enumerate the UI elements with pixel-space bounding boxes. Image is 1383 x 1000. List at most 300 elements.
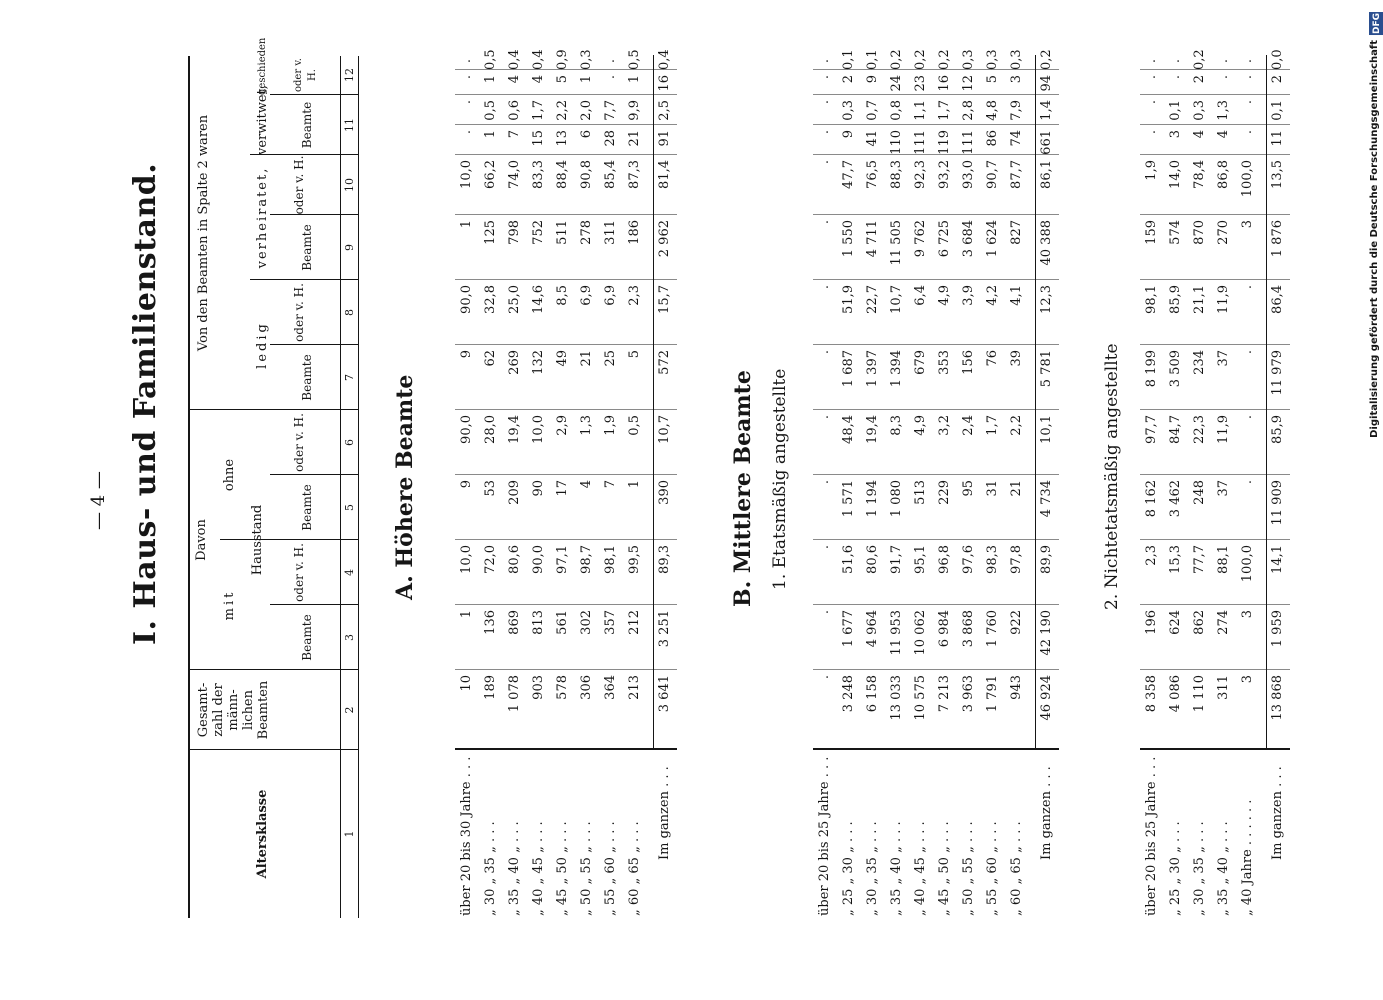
table-cell: 98,7 (579, 545, 594, 574)
table-cell: 80,6 (507, 545, 522, 574)
table-cell: 0,4 (507, 49, 522, 70)
row-label: „ 30 „ 35 „ . . . (1192, 821, 1207, 916)
table-cell: 8 162 (1144, 480, 1159, 518)
table-cell: 306 (579, 675, 594, 700)
table-cell: 97,6 (961, 545, 976, 574)
table-cell: 561 (555, 610, 570, 635)
table-cell: 11 909 (1270, 480, 1285, 526)
section-b1-heading: 1. Etatsmäßig angestellte (770, 368, 790, 590)
table-cell: . (1240, 480, 1255, 485)
header-oder-vh: oder v. H. (292, 413, 306, 472)
table-cell: 278 (579, 220, 594, 245)
table-cell: 578 (555, 675, 570, 700)
table-cell: 8,3 (889, 415, 904, 436)
table-cell: 0,1 (865, 49, 880, 70)
table-cell: 353 (937, 350, 952, 375)
table-cell: 2,2 (555, 100, 570, 121)
table-cell: . (1240, 100, 1255, 105)
table-cell: . (1168, 75, 1183, 80)
table-cell: 2,3 (1144, 545, 1159, 566)
table-cell: 270 (1216, 220, 1231, 245)
table-cell: 46 924 (1039, 675, 1054, 721)
table-cell: 4 (1216, 130, 1231, 139)
header-divider (190, 749, 358, 750)
table-cell: 357 (603, 610, 618, 635)
table-cell: 10 (459, 675, 474, 692)
colnum: 2 (343, 706, 356, 714)
table-cell: 10 062 (913, 610, 928, 656)
table-cell: 3,2 (937, 415, 952, 436)
table-cell: 311 (1216, 675, 1231, 700)
table-cell: 6 984 (937, 610, 952, 648)
table-cell: . (1240, 350, 1255, 355)
table-cell: 1 687 (841, 350, 856, 388)
table-cell: 11 505 (889, 220, 904, 266)
table-cell: 72,0 (483, 545, 498, 574)
table-cell: 89,9 (1039, 545, 1054, 574)
table-cell: 84,7 (1168, 415, 1183, 444)
table-cell: 6,4 (913, 285, 928, 306)
page-number: — 4 — (88, 471, 109, 530)
table-cell: 8 199 (1144, 350, 1159, 388)
table-cell: 4 086 (1168, 675, 1183, 713)
table-cell: 87,3 (627, 160, 642, 189)
table-cell: 51,9 (841, 285, 856, 314)
table-cell: 4,9 (913, 415, 928, 436)
table-cell: 572 (657, 350, 672, 375)
table-cell: 1,1 (913, 100, 928, 121)
column-rule (1140, 214, 1290, 215)
table-cell: 90,7 (985, 160, 1000, 189)
table-cell: 21,1 (1192, 285, 1207, 314)
total-rule (1266, 55, 1267, 750)
table-cell: 86 (985, 130, 1000, 147)
table-cell: 22,7 (865, 285, 880, 314)
table-cell: 1 (483, 75, 498, 84)
row-label: „ 35 „ 40 „ . . . (1216, 821, 1231, 916)
table-cell: 9,9 (627, 100, 642, 121)
row-label: „ 50 „ 55 „ . . . (961, 821, 976, 916)
table-cell: 943 (1009, 675, 1024, 700)
table-cell: 156 (961, 350, 976, 375)
column-rule (1140, 539, 1290, 540)
colnum: 6 (343, 439, 356, 446)
table-cell: 1 194 (865, 480, 880, 518)
table-cell: 0,6 (507, 100, 522, 121)
table-cell: 78,4 (1192, 160, 1207, 189)
table-cell: 81,4 (657, 160, 672, 189)
table-cell: 87,7 (1009, 160, 1024, 189)
table-cell: 66,2 (483, 160, 498, 189)
table-cell: 10,0 (459, 545, 474, 574)
table-cell: 14,1 (1270, 545, 1285, 574)
table-cell: 274 (1216, 610, 1231, 635)
row-label: Im ganzen . . . (1039, 766, 1054, 860)
table-cell: 1 (579, 75, 594, 84)
table-cell: 9 (865, 75, 880, 84)
table-cell: 1,7 (985, 415, 1000, 436)
table-cell: 0,1 (1168, 100, 1183, 121)
page-title: I. Haus- und Familienstand. (128, 162, 163, 645)
dfg-badge: DFG (1369, 12, 1383, 35)
table-cell: 679 (913, 350, 928, 375)
table-cell: . (817, 59, 832, 64)
header-davon: Davon (194, 519, 209, 561)
table-cell: 100,0 (1240, 160, 1255, 198)
table-cell: 798 (507, 220, 522, 245)
table-cell: 2,5 (657, 100, 672, 121)
table-cell: 7 (603, 480, 618, 489)
table-cell: . (817, 415, 832, 420)
table-cell: 37 (1216, 350, 1231, 367)
table-cell: 159 (1144, 220, 1159, 245)
table-cell: 1 876 (1270, 220, 1285, 258)
table-cell: 4 711 (865, 220, 880, 258)
column-rule (1140, 69, 1290, 70)
table-cell: 574 (1168, 220, 1183, 245)
table-cell: 0,1 (841, 49, 856, 70)
table-cell: 13,5 (1270, 160, 1285, 189)
table-cell: 11,9 (1216, 285, 1231, 314)
total-rule (1035, 55, 1036, 750)
table-cell: 0,5 (627, 415, 642, 436)
table-cell: 0,5 (483, 49, 498, 70)
table-cell: 15 (531, 130, 546, 147)
row-label: „ 30 „ 35 „ . . . (865, 821, 880, 916)
table-cell: 132 (531, 350, 546, 375)
table-cell: 4 (531, 75, 546, 84)
dfg-credit: Digitalisierung gefördert durch die Deutsche Forschungsgemeinschaft (1369, 40, 1380, 438)
row-label: Im ganzen . . . (657, 766, 672, 860)
table-cell: 13 033 (889, 675, 904, 721)
table-cell: 5 (985, 75, 1000, 84)
table-cell: 4 734 (1039, 480, 1054, 518)
table-cell: 51,6 (841, 545, 856, 574)
table-cell: 3 251 (657, 610, 672, 648)
table-cell: 93,0 (961, 160, 976, 189)
header-top-rule (188, 56, 190, 918)
table-cell: 10,7 (889, 285, 904, 314)
table-cell: 10,7 (657, 415, 672, 444)
table-cell: 3 509 (1168, 350, 1183, 388)
table-cell: 0,0 (1270, 49, 1285, 70)
table-cell: . (1240, 75, 1255, 80)
table-cell: 0,5 (627, 49, 642, 70)
colnum: 7 (343, 374, 356, 381)
table-cell: 8,5 (555, 285, 570, 306)
table-cell: 1 078 (507, 675, 522, 713)
table-cell: 19,4 (865, 415, 880, 444)
column-rule (1140, 279, 1290, 280)
table-cell: 9 762 (913, 220, 928, 258)
table-cell: 12,3 (1039, 285, 1054, 314)
row-label: über 20 bis 25 Jahre . . . (817, 756, 832, 916)
header-geschieden: geschieden (257, 37, 268, 95)
table-cell: 2 (1270, 75, 1285, 84)
table-cell: 0,7 (865, 100, 880, 121)
table-cell: 25 (603, 350, 618, 367)
table-cell: 25,0 (507, 285, 522, 314)
table-cell: . (603, 75, 618, 80)
table-cell: 88,1 (1216, 545, 1231, 574)
table-cell: 2,9 (555, 415, 570, 436)
table-cell: 76,5 (865, 160, 880, 189)
colnum: 12 (343, 68, 356, 82)
header-beamte: Beamte (300, 484, 314, 531)
column-rule (1140, 604, 1290, 605)
table-cell: 90,0 (531, 545, 546, 574)
table-cell: 3 868 (961, 610, 976, 648)
header-beamte: Beamte (300, 614, 314, 661)
column-rule (1140, 154, 1290, 155)
column-rule (1140, 94, 1290, 95)
table-cell: 903 (531, 675, 546, 700)
table-cell: 2,3 (627, 285, 642, 306)
table-cell: . (1144, 130, 1159, 135)
section-b-heading: B. Mittlere Beamte (730, 370, 756, 607)
table-cell: 1 (627, 75, 642, 84)
row-label: „ 35 „ 40 „ . . . (889, 821, 904, 916)
table-cell: 234 (1192, 350, 1207, 375)
table-cell: 23 (913, 75, 928, 92)
table-cell: 21 (579, 350, 594, 367)
table-cell: 31 (985, 480, 1000, 497)
colnum: 11 (343, 118, 356, 132)
table-cell: 5 781 (1039, 350, 1054, 388)
row-label: „ 25 „ 30 „ . . . (841, 821, 856, 916)
table-cell: 53 (483, 480, 498, 497)
table-cell: 1 791 (985, 675, 1000, 713)
row-label: „ 55 „ 60 „ . . . (603, 821, 618, 916)
table-cell: . (817, 545, 832, 550)
table-cell: 92,3 (913, 160, 928, 189)
table-cell: . (1240, 59, 1255, 64)
table-cell: 0,2 (913, 49, 928, 70)
table-cell: 6,9 (603, 285, 618, 306)
table-cell: 90,0 (459, 285, 474, 314)
table-cell: 49 (555, 350, 570, 367)
row-label: „ 25 „ 30 „ . . . (1168, 821, 1183, 916)
table-cell: 2,0 (579, 100, 594, 121)
table-cell: 2,2 (1009, 415, 1024, 436)
table-cell: . (817, 675, 832, 680)
table-cell: 86,8 (1216, 160, 1231, 189)
table-cell: 1 397 (865, 350, 880, 388)
colnum: 8 (343, 309, 356, 316)
row-label: „ 60 „ 65 „ . . . (1009, 821, 1024, 916)
table-cell: 3 (1240, 610, 1255, 619)
table-cell: 10,0 (459, 160, 474, 189)
table-cell: 3 (1168, 130, 1183, 139)
table-cell: 11 953 (889, 610, 904, 656)
table-cell: 1,9 (603, 415, 618, 436)
table-cell: 12 (961, 75, 976, 92)
table-cell: 213 (627, 675, 642, 700)
table-cell: 95 (961, 480, 976, 497)
header-verwitwet: verwitwet, (255, 85, 270, 155)
table-cell: 97,8 (1009, 545, 1024, 574)
table-cell: 4,2 (985, 285, 1000, 306)
table-cell: . (817, 130, 832, 135)
table-cell: 47,7 (841, 160, 856, 189)
table-cell: 212 (627, 610, 642, 635)
row-label: Im ganzen . . . (1270, 766, 1285, 860)
table-cell: 9 (841, 130, 856, 139)
header-spalte2: Von den Beamten in Spalte 2 waren (196, 114, 211, 352)
table-cell: 28,0 (483, 415, 498, 444)
header-hausstand: Hausstand (250, 504, 265, 576)
table-cell: 1 394 (889, 350, 904, 388)
header-beamte: Beamte (300, 224, 314, 271)
table-cell: 99,5 (627, 545, 642, 574)
table-cell: 1 110 (1192, 675, 1207, 713)
colnum-bottom-rule (358, 56, 359, 918)
table-cell: 4 (507, 75, 522, 84)
table-cell: 3 (1240, 675, 1255, 684)
section-b2-heading: 2. Nichtetatsmäßig angestellte (1102, 343, 1122, 610)
table-cell: 189 (483, 675, 498, 700)
row-label: „ 45 „ 50 „ . . . (937, 821, 952, 916)
header-oder-vh: oder v. H. (292, 543, 306, 602)
table-cell: . (817, 610, 832, 615)
table-cell: 4 (579, 480, 594, 489)
table-cell: 76 (985, 350, 1000, 367)
table-cell: 922 (1009, 610, 1024, 635)
row-label: „ 55 „ 60 „ . . . (985, 821, 1000, 916)
table-cell: 1,9 (1144, 160, 1159, 181)
table-cell: 74,0 (507, 160, 522, 189)
table-cell: 0,3 (1192, 100, 1207, 121)
table-cell: 15,7 (657, 285, 672, 314)
table-cell: 88,3 (889, 160, 904, 189)
table-cell: 85,4 (603, 160, 618, 189)
table-cell: 111 (961, 130, 976, 155)
header-bottom-rule (340, 56, 341, 918)
label-rule (1140, 748, 1290, 750)
table-cell: 248 (1192, 480, 1207, 505)
table-cell: 6,9 (579, 285, 594, 306)
table-cell: 1 (459, 220, 474, 229)
table-cell: 9 (459, 350, 474, 359)
header-ledig: ledig (255, 321, 270, 369)
table-cell: 0,4 (657, 49, 672, 70)
table-cell: 16 (937, 75, 952, 92)
header-mit: mit (222, 589, 237, 621)
row-label: „ 40 Jahre . . . . . . (1240, 799, 1255, 916)
table-cell: 6 (579, 130, 594, 139)
table-cell: . (459, 130, 474, 135)
table-cell: 37 (1216, 480, 1231, 497)
table-cell: . (817, 100, 832, 105)
table-cell: 4,9 (937, 285, 952, 306)
table-cell: 125 (483, 220, 498, 245)
table-cell: 4 964 (865, 610, 880, 648)
table-cell: 813 (531, 610, 546, 635)
table-cell: 4 (1192, 130, 1207, 139)
table-cell: 16 (657, 75, 672, 92)
table-cell: 3 963 (961, 675, 976, 713)
row-label: „ 40 „ 45 „ . . . (531, 821, 546, 916)
table-cell: . (1144, 59, 1159, 64)
table-cell: 40 388 (1039, 220, 1054, 266)
table-cell: 32,8 (483, 285, 498, 314)
table-cell: 86,4 (1270, 285, 1285, 314)
table-cell: 93,2 (937, 160, 952, 189)
table-cell: 6 725 (937, 220, 952, 258)
table-cell: 8 358 (1144, 675, 1159, 713)
header-altersklasse: Altersklasse (255, 789, 270, 879)
table-cell: 21 (627, 130, 642, 147)
table-cell: 17 (555, 480, 570, 497)
colnum: 3 (343, 634, 356, 641)
table-cell: . (1216, 59, 1231, 64)
header-ohne: ohne (222, 458, 237, 492)
table-cell: 0,3 (841, 100, 856, 121)
table-cell: 39 (1009, 350, 1024, 367)
table-cell: 90,0 (459, 415, 474, 444)
colnum: 5 (343, 504, 356, 511)
header-gesamtzahl: Gesamt-zahl der männ-lichen Beamten (196, 680, 271, 740)
table-cell: 1 571 (841, 480, 856, 518)
colnum: 1 (343, 830, 356, 838)
table-cell: 0,2 (1192, 49, 1207, 70)
header-divider (190, 669, 358, 670)
header-oder-vh: oder v. H. (292, 155, 306, 215)
table-cell: 3 684 (961, 220, 976, 258)
table-cell: 229 (937, 480, 952, 505)
header-oder-vh: oder v. H. (293, 58, 318, 92)
table-cell: 5 (627, 350, 642, 359)
table-cell: 13 868 (1270, 675, 1285, 721)
row-label: „ 40 „ 45 „ . . . (913, 821, 928, 916)
column-rule (1140, 344, 1290, 345)
row-label: „ 35 „ 40 „ . . . (507, 821, 522, 916)
table-cell: 11 (1270, 130, 1285, 147)
table-cell: 77,7 (1192, 545, 1207, 574)
table-cell: 97,7 (1144, 415, 1159, 444)
table-cell: 0,2 (937, 49, 952, 70)
table-cell: 513 (913, 480, 928, 505)
table-cell: . (817, 75, 832, 80)
table-cell: 85,9 (1270, 415, 1285, 444)
table-cell: 4,8 (985, 100, 1000, 121)
table-cell: 98,3 (985, 545, 1000, 574)
column-rule (1140, 409, 1290, 410)
table-cell: 1 (459, 610, 474, 619)
table-cell: 870 (1192, 220, 1207, 245)
table-cell: 3 (1009, 75, 1024, 84)
table-cell: 7 213 (937, 675, 952, 713)
table-cell: 0,2 (889, 49, 904, 70)
table-cell: 3 248 (841, 675, 856, 713)
table-cell: 11,9 (1216, 415, 1231, 444)
table-cell: . (817, 220, 832, 225)
table-cell: 7,9 (1009, 100, 1024, 121)
table-cell: 95,1 (913, 545, 928, 574)
table-cell: 6 158 (865, 675, 880, 713)
table-cell: 302 (579, 610, 594, 635)
table-cell: 0,8 (889, 100, 904, 121)
table-cell: 1 959 (1270, 610, 1285, 648)
header-oder-vh: oder v. H. (292, 283, 306, 342)
header-beamte: Beamte (300, 101, 314, 149)
table-cell: . (817, 350, 832, 355)
table-cell: 10,1 (1039, 415, 1054, 444)
header-divider (190, 409, 358, 410)
row-label: „ 60 „ 65 „ . . . (627, 821, 642, 916)
table-cell: 4,1 (1009, 285, 1024, 306)
colnum: 9 (343, 244, 356, 251)
